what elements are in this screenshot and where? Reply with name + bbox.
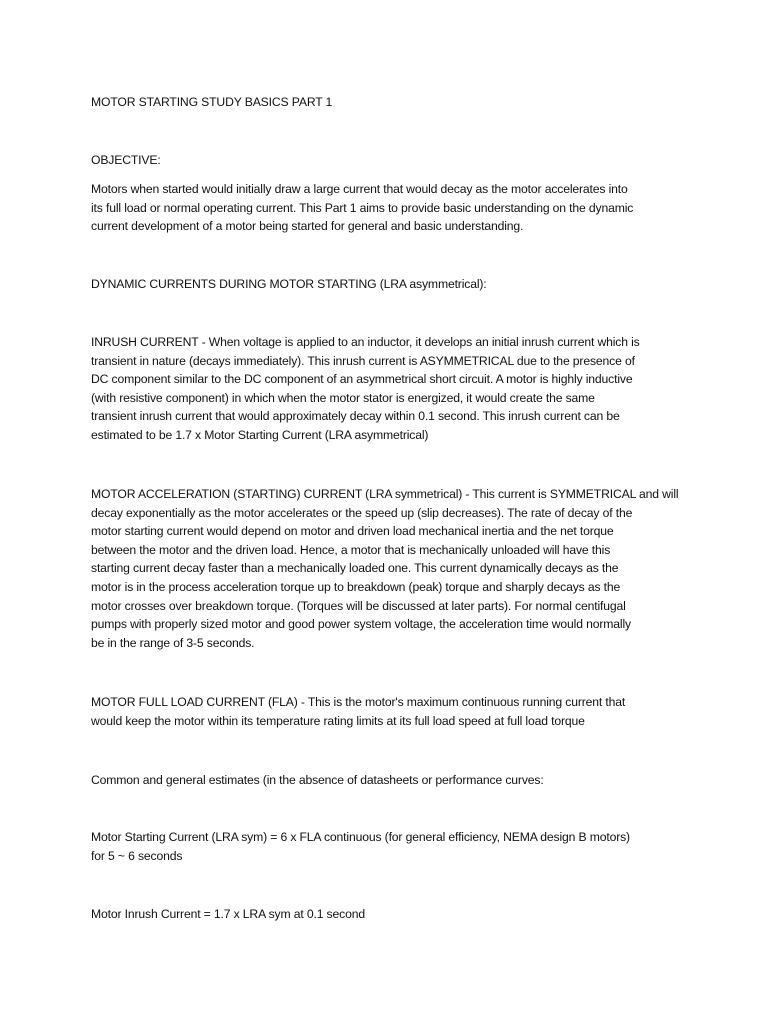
paragraph-line: current development of a motor being started for general and basic understanding. <box>91 219 524 234</box>
paragraph-line: DC component similar to the DC component of an asymmetrical short circuit. A motor is highly inductive <box>91 372 633 387</box>
starting-current-estimate <box>91 828 691 865</box>
paragraph-line: its full load or normal operating current. This Part 1 aims to provide basic understanding on the dynamic <box>91 200 634 215</box>
paragraph-line: estimated to be 1.7 x Motor Starting Current (LRA asymmetrical) <box>91 427 429 442</box>
paragraph-line: Motors when started would initially draw a large current that would decay as the motor accelerates into <box>91 182 628 196</box>
acceleration-current-paragraph <box>91 485 691 652</box>
paragraph-line: MOTOR ACCELERATION (STARTING) CURRENT (LRA symmetrical) - This current is SYMMETRICAL and will <box>91 487 679 501</box>
dynamic-currents-heading: DYNAMIC CURRENTS DURING MOTOR STARTING (LRA asymmetrical): <box>91 277 487 291</box>
paragraph-line: for 5 ~ 6 seconds <box>91 848 183 863</box>
paragraph-line: INRUSH CURRENT - When voltage is applied to an inductor, it develops an initial inrush current which is <box>91 335 640 349</box>
paragraph-line: Motor Starting Current (LRA sym) = 6 x FLA continuous (for general efficiency, NEMA design B motors) <box>91 830 630 844</box>
objective-heading: OBJECTIVE: <box>91 153 161 167</box>
estimates-intro: Common and general estimates (in the absence of datasheets or performance curves: <box>91 773 544 787</box>
paragraph-line: motor crosses over breakdown torque. (Torques will be discussed at later parts). For normal centifugal <box>91 598 626 613</box>
inrush-current-estimate: Motor Inrush Current = 1.7 x LRA sym at 0.1 second <box>91 907 365 921</box>
paragraph-line: be in the range of 3-5 seconds. <box>91 635 255 650</box>
objective-paragraph <box>91 180 691 236</box>
document-title: MOTOR STARTING STUDY BASICS PART 1 <box>91 95 333 109</box>
inrush-current-paragraph <box>91 333 691 445</box>
paragraph-line: (with resistive component) in which when the motor stator is energized, it would create the same <box>91 390 595 405</box>
paragraph-line: motor starting current would depend on motor and driven load mechanical inertia and the net torque <box>91 524 614 539</box>
paragraph-line: starting current decay faster than a mechanically loaded one. This current dynamically decays as the <box>91 561 619 576</box>
paragraph-line: between the motor and the driven load. Hence, a motor that is mechanically unloaded will have this <box>91 542 611 557</box>
paragraph-line: MOTOR FULL LOAD CURRENT (FLA) - This is the motor's maximum continuous running current that <box>91 695 626 709</box>
paragraph-line: motor is in the process acceleration torque up to breakdown (peak) torque and sharply decays as the <box>91 579 621 594</box>
paragraph-line: decay exponentially as the motor accelerates or the speed up (slip decreases). The rate of decay of the <box>91 505 633 520</box>
paragraph-line: transient in nature (decays immediately). This inrush current is ASYMMETRICAL due to the presence of <box>91 353 635 368</box>
full-load-current-paragraph <box>91 693 691 730</box>
paragraph-line: pumps with properly sized motor and good power system voltage, the acceleration time would normally <box>91 617 631 632</box>
paragraph-line: would keep the motor within its temperature rating limits at its full load speed at full load torque <box>91 713 585 728</box>
paragraph-line: transient inrush current that would approximately decay within 0.1 second. This inrush current can be <box>91 409 620 424</box>
